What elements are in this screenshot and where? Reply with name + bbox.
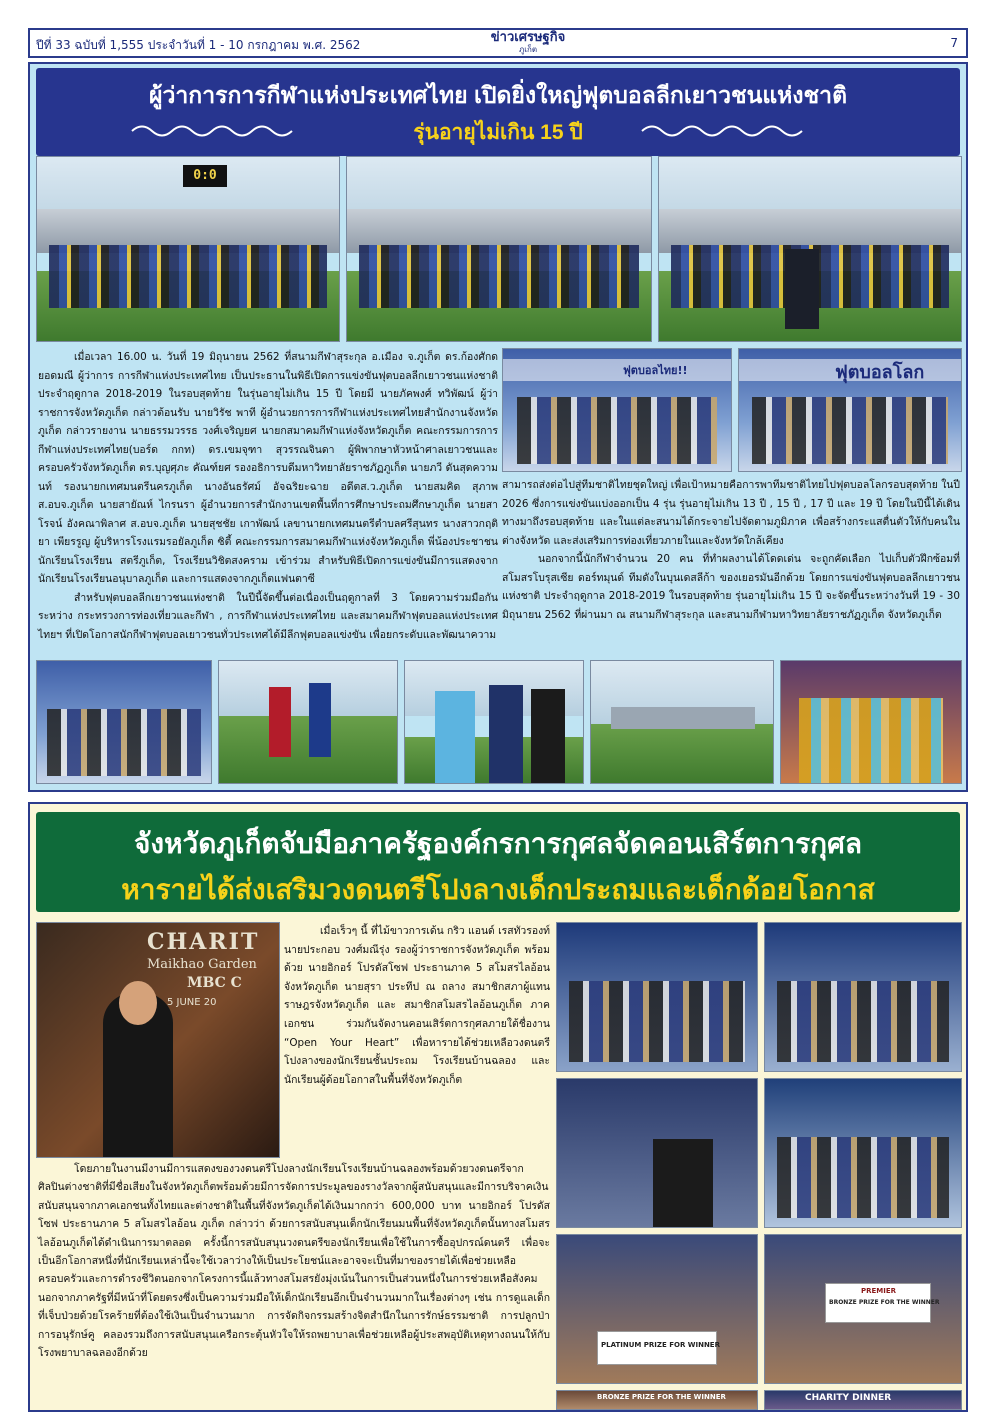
photo-opening-ceremony-3 <box>658 156 962 342</box>
photo-bronze-prize-2 <box>556 1390 758 1410</box>
scoreboard: 0:0 <box>183 165 227 187</box>
photo-platinum-prize <box>556 1234 758 1384</box>
photo-students-group <box>764 1078 962 1228</box>
photo-opening-ceremony-2 <box>346 156 652 342</box>
article2-text-intro <box>284 922 550 1162</box>
article-football <box>28 62 968 792</box>
article2-text-body <box>38 1160 550 1410</box>
article1-paragraph-3: สามารถส่งต่อไปสู่ทีมชาติไทยชุดใหญ่ เพื่อเป้าหมายคือการพาทีมชาติไทยไปฟุตบอลโลกรอบสุดท้าย ในปี 2026 ซึ่งการแข่งขันแบ่งออกเป็น 4 รุ่น รุ่นอายุไม่เกิน 13 ปี , 15 ปี , 17 ปี และ 19 ปี โดยในปีนี้ได้เดินทางมาถึงรอบสุดท้าย และในแต่ละสนามได้กระจายไปจัดตามภูมิภาค เพื่อสร้างกระแสตื่นตัวให้กับคนในต่างจังหวัด และส่งเสริมการท่องเที่ยวภายในและจังหวัดใกล้เคียง <box>502 479 960 547</box>
premier-logo-text-1: PREMIER <box>861 1287 897 1295</box>
photo-donation-1 <box>556 922 758 1072</box>
photo-stadium-field <box>590 660 774 784</box>
article1-text-left <box>38 348 498 658</box>
banner-mbc: MBC C <box>187 975 242 991</box>
article1-title: ผู้ว่าการการกีฬาแห่งประเทศไทย เปิดยิ่งใหญ่ฟุตบอลลีกเยาวชนแห่งชาติ <box>148 82 848 108</box>
platinum-prize-text: PLATINUM PRIZE FOR WINNER <box>601 1341 720 1349</box>
photo-handshake <box>404 660 584 784</box>
stand-banner-text-1: ฟุตบอลไทย!! <box>623 364 688 377</box>
article1-paragraph-1: เมื่อเวลา 16.00 น. วันที่ 19 มิถุนายน 2562 ที่สนามกีฬาสุระกุล อ.เมือง จ.ภูเก็ต ดร.ก้องศักด ยอดมณี ผู้ว่าการ การกีฬาแห่งประเทศไทย เป็นประธานในพิธีเปิดการแข่งขันฟุตบอลลีกเยาวชนแห่งชาติ ประจำฤดูกาล 2018-2019 ในรอบสุดท้าย ในรุ่นอายุไม่เกิน 15 ปี โดยมี นายภัคพงศ์ ทวิพัฒน์ ผู้ว่าราชการจังหวัดภูเก็ต กล่าวต้อนรับ นายวิรัช พาที ผู้อำนวยการการกีฬาแห่งประเทศไทยสำนักงานจังหวัดภูเก็ต กล่าวรายงาน นายธรรมวรรธ วงศ์เจริญยศ นายกสมาคมกีฬาแห่งจังหวัดภูเก็ต คณะกรรมการการกีฬาแห่งประเทศไทย(บอร์ด กกท) ดร.เขมจุฑา สุวรรณจินดา ผู้พิพากษาหัวหน้าศาลเยาวชนและครอบครัวจังหวัดภูเก็ต ดร.บุญศุภะ คัณฑ์ยศ รองอธิการบดีมหาวิทยาลัยราชภัฏภูเก็ต นายภวี ดันสุดความนท์ รองนายกเทศมนตรีนครภูเก็ต นางอันธรัศม์ อัจฉริยะฉาย อดีตส.ว.ภูเก็ต นายสมคิด สุภาพ ส.อบจ.ภูเก็ต นายสายัณห์ ไกรนรา ผู้อำนวยการสำนักงานเขตพื้นที่การศึกษาประถมศึกษาภูเก็ต นายสาโรจน์ อังคณาพิลาศ ส.อบจ.ภูเก็ต นายสุชชัย เกาพัฒน์ เลขานายกเทศมนตรีตำบลศรีสุนทร นางสาวกฤติยา เพียรรูญ ผู้บริหารโรงแรมรอยัลภูเก็ต ซิตี้ คณะกรรมการสมาคมกีฬาแห่งจังหวัดภูเก็ต พี่น้องประชาชน นักเรียนโรงเรียน สตรีภูเก็ต, โรงเรียนวิชิตสงคราม เข้าร่วม สำหรับพิธีเปิดการแข่งขันมีการแสดงจากนักเรียนโรงเรียนอนุบาลภูเก็ต และการแสดงจากภูเก็ตแฟนตาซี <box>38 351 498 585</box>
article2-paragraph-1: เมื่อเร็วๆ นี้ ที่ไม้ขาวการเด้น กริว แอนด์ เรสทัวรองท์ นายประกอบ วงศ์มณีรุ่ง รองผู้ว่าราชการจังหวัดภูเก็ต พร้อมด้วย นายอิกอร์ โปรดัสโซฟ ประธานภาค 5 สโมสรไลอ้อนจังหวัดภูเก็ต นายสุรา ประทีป ณ ถลาง สมาชิกสภาผู้แทนราษฎรจังหวัดภูเก็ต และ สมาชิกสโมสรไลอ้อนภูเก็ต ภาคเอกชน ร่วมกันจัดงานคอนเสิร์ตการกุศลภายใต้ชื่องาน “Open Your Heart” เพื่อหารายได้ช่วยเหลือวงดนตรีโปงลางของนักเรียนชั้นประถม โรงเรียนบ้านฉลอง และนักเรียนผู้ด้อยโอกาสในพื้นที่จังหวัดภูเก็ต <box>284 925 551 1086</box>
article2-banner <box>36 812 960 912</box>
issue-line: ปีที่ 33 ฉบับที่ 1,555 ประจำวันที่ 1 - 10 กรกฎาคม พ.ศ. 2562 <box>36 38 361 52</box>
newspaper-logo <box>483 31 573 59</box>
banner-charity: CHARIT <box>147 929 260 955</box>
banner-date: 5 JUNE 20 <box>167 997 217 1008</box>
article1-paragraph-4: นอกจากนี้นักกีฬาจำนวน 20 คน ที่ทำผลงานได้โดดเด่น จะถูกคัดเลือก ไปเก็บตัวฝึกซ้อมที่สโมสรโบรุสเซีย ดอร์ทมุนด์ ทีมดังในบุนเดสลีก้า ของเยอรมันอีกด้วย โดยการแข่งขันฟุตบอลลีกเยาวชนแห่งชาติ ประจำฤดูกาล 2018-2019 ในรอบสุดท้าย รุ่นอายุไม่เกิน 15 ปี จะจัดขึ้นระหว่างวันที่ 19 - 30 มิถุนายน 2562 ที่ผ่านมา ณ สนามกีฬาสุระกุล และสนามกีฬามหาวิทยาลัยราชภัฏภูเก็ต จังหวัดภูเก็ต <box>502 553 960 621</box>
logo-main: ข่าวเศรษฐกิจ <box>490 30 566 45</box>
wave-ornament-right <box>640 120 810 142</box>
photo-guests-group <box>36 660 212 784</box>
article2-title: จังหวัดภูเก็ตจับมือภาครัฐองค์กรการกุศลจัดคอนเสิร์ตการกุศล <box>133 828 863 859</box>
article1-subtitle: รุ่นอายุไม่เกิน 15 ปี <box>413 121 583 144</box>
page-header <box>28 28 968 58</box>
bronze-prize-text-2: BRONZE PRIZE FOR THE WINNER <box>597 1393 726 1401</box>
photo-thai-dance-show <box>780 660 962 784</box>
photo-charity-dinner-stage <box>764 1390 962 1410</box>
article1-text-right <box>502 476 960 658</box>
photo-vip-stand-1 <box>502 348 732 472</box>
photo-vip-stand-2 <box>738 348 962 472</box>
photo-match-action <box>218 660 398 784</box>
photo-opening-ceremony-1 <box>36 156 340 342</box>
article2-paragraph-2: โดยภายในงานมีงานมีการแสดงของวงดนตรีโปงลางนักเรียนโรงเรียนบ้านฉลองพร้อมด้วยวงดนตรีจากศิลปินต่างชาติที่มีชื่อเสียงในจังหวัดภูเก็ตพร้อมด้วยมีการจัดการประมูลของรางวัลจากผู้สนับสนุนและมีการบริจาคเงินสนับสนุนจากภาคเอกชนทั้งไทยและต่างชาติในพื้นที่จังหวัดภูเก็ตได้เงินมากกว่า 600,000 บาท นายอิกอร์ โปรดัสโซฟ ประธานภาค 5 สโมสรไลอ้อน ภูเก็ต กล่าวว่า ด้วยการสนับสนุนเด็กนักเรียนมนพื้นที่จังหวัดภูเก็ตนั้นทางสโมสรไลอ้อนภูเก็ตได้ดำเนินการมาตลอด ครั้งนี้การสนับสนุนวงดนตรีของนักเรียนเพื่อใช้ในการซื้ออุปกรณ์ดนตรี เพื่อจะเป็นอีกโอกาสหนึ่งที่นักเรียนเหล่านี้จะใช้เวลาว่างให้เป็นประโยชน์และอาจจะเป็นที่มาของรายได้เพื่อช่วยเหลือครอบครัวและการดำรงชีวิตนอกจากโครงการนี้แล้วทางสโมสรยังมุ่งเน้นในการเป็นส่วนหนึ่งในการช่วยเหลือสังคมนอกจากภาครัฐที่มีหน้าที่โดยตรงซึ่งเป็นความร่วมมือให้เด็กนักเรียนอีกเป็นจำนวนมากในเรื่องต่างๆ เช่น การดูแลเด็กที่เจ็บป่วยด้วยโรคร้ายที่ต้องใช้เงินเป็นจำนวนมาก การจัดกิจกรรมสร้างจิตสำนึกในการรักษ์ธรรมชาติ การปลูกป่า การอนุรักษ์คู คลองรวมถึงการสนับสนุนเครือกระตุ้นหัวใจให้รถพยาบาลเพื่อช่วยเหลือผู้ประสพอุบัติเหตุทางถนนให้กับโรงพยาบาลฉลองอีกด้วย <box>38 1163 550 1360</box>
article2-subtitle: หารายได้ส่งเสริมวงดนตรีโปงลางเด็กประถมและเด็กด้อยโอกาส <box>121 874 875 905</box>
article1-banner <box>36 68 960 156</box>
logo-sub: ภูเก็ต <box>518 45 538 54</box>
photo-speech-podium <box>556 1078 758 1228</box>
charity-dinner-text: CHARITY DINNER <box>805 1393 892 1403</box>
podium <box>785 249 819 329</box>
bronze-prize-text-1: BRONZE PRIZE FOR THE WINNER <box>829 1299 940 1306</box>
stand-banner-text-2: ฟุตบอลโลก <box>835 362 925 383</box>
photo-bronze-prize-1 <box>764 1234 962 1384</box>
article-charity <box>28 802 968 1412</box>
banner-maikhao: Maikhao Garden <box>147 957 257 972</box>
page-number: 7 <box>950 36 958 50</box>
photo-donation-2 <box>764 922 962 1072</box>
article1-paragraph-2: สำหรับฟุตบอลลีกเยาวชนแห่งชาติ ในปีนี้จัดขึ้นต่อเนื่องเป็นฤดูกาลที่ 3 โดยความร่วมมือกันระหว่าง กระทรวงการท่องเที่ยวและกีฬา , การกีฬาแห่งประเทศไทย และสมาคมกีฬาฟุตบอลแห่งประเทศไทยฯ ที่เปิดโอกาสนักกีฬาฟุตบอลเยาวชนทั่วประเทศได้มีลีกฟุตบอลแข่งขัน เพื่อยกระดับและพัฒนาความ <box>38 591 498 641</box>
photo-speaker <box>36 922 280 1158</box>
